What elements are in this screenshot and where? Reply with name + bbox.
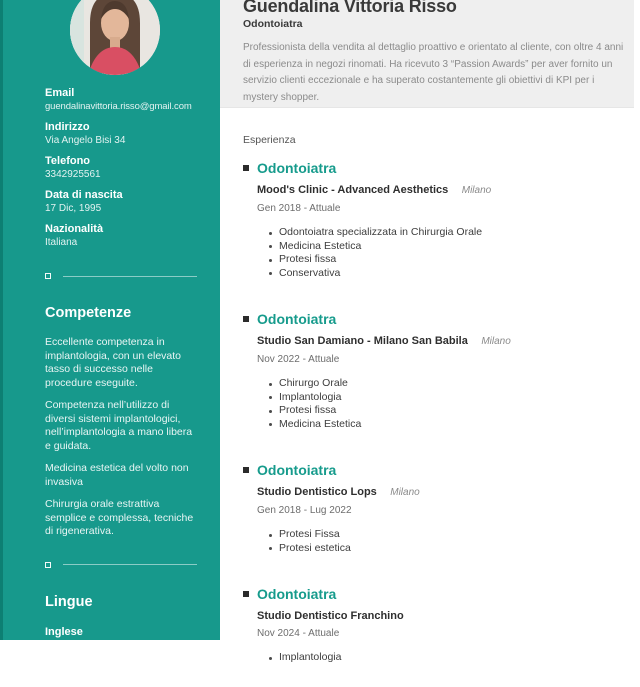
job-period: Gen 2018 - Attuale (257, 203, 341, 214)
job-bullet: Medicina Estetica (269, 240, 620, 254)
job-bullet: Protesi estetica (269, 542, 620, 556)
company-row (257, 608, 620, 623)
contact-value-birthdate: 17 Dic, 1995 (45, 203, 102, 214)
job-entry (243, 461, 620, 555)
job-bullet: Protesi fissa (269, 253, 620, 267)
job-entry (243, 310, 620, 431)
contact-value-email: guendalinavittoria.risso@gmail.com (45, 101, 192, 112)
company-row (257, 333, 620, 349)
company-name: Studio San Damiano - Milano San Babila (257, 335, 468, 347)
skills-paragraphs (45, 336, 197, 539)
job-title-row (243, 159, 620, 177)
contact-item-birthdate (45, 188, 197, 216)
job-bullets (257, 528, 620, 555)
job-bullets (257, 651, 620, 665)
jobs-list (243, 159, 620, 665)
square-marker-icon (45, 562, 51, 568)
job-bullet: Protesi Fissa (269, 528, 620, 542)
square-bullet-icon (243, 467, 249, 473)
contact-item-address (45, 120, 197, 148)
square-bullet-icon (243, 165, 249, 171)
job-bullet: Protesi fissa (269, 404, 620, 418)
contact-value-address: Via Angelo Bisi 34 (45, 135, 126, 146)
job-bullet: Chirurgo Orale (269, 377, 620, 391)
divider-line (63, 564, 197, 565)
company-location: Milano (461, 185, 492, 196)
company-name: Studio Dentistico Lops (257, 486, 377, 498)
job-bullet: Odontoiatra specializzata in Chirurgia Orale (269, 226, 620, 240)
cv-main (220, 0, 640, 663)
avatar-illustration (70, 0, 160, 75)
job-title-row (243, 310, 620, 328)
language-item (45, 625, 197, 653)
job-entry (243, 159, 620, 280)
section-divider (45, 561, 197, 569)
job-period: Gen 2018 - Lug 2022 (257, 505, 352, 516)
contact-item-nationality (45, 222, 197, 250)
skills-section-title: Competenze (45, 305, 132, 321)
job-title-row (243, 585, 620, 603)
profile-photo (70, 0, 160, 75)
job-title-row (243, 461, 620, 479)
contact-label: Nazionalità (45, 223, 104, 235)
job-bullets (257, 226, 620, 280)
language-level: Livello base (45, 670, 101, 683)
experience-section-label: Esperienza (243, 134, 296, 146)
language-item (45, 656, 197, 684)
job-title: Odontoiatra (257, 586, 337, 602)
language-name: Inglese (45, 625, 83, 638)
contact-item-email (45, 86, 197, 114)
languages-list (45, 625, 197, 684)
contact-value-nationality: Italiana (45, 237, 78, 248)
contact-label: Telefono (45, 155, 91, 167)
square-bullet-icon (243, 591, 249, 597)
skill-paragraph: Competenza nell’utilizzo di diversi sistemi implantologici, nell’implantologia a mano libera e guidata. (45, 399, 193, 452)
language-level: Livello intermedio (45, 639, 127, 652)
job-period: Nov 2022 - Attuale (257, 354, 340, 365)
job-title: Odontoiatra (257, 462, 337, 478)
job-bullet: Implantologia (269, 391, 620, 405)
contact-value-phone: 3342925561 (45, 169, 101, 180)
company-location: Milano (481, 336, 511, 347)
profile-summary: Professionista della vendita al dettaglio proattivo e orientato al cliente, con oltre 4 anni di esperienza in negozi rinomati. Ha ricevuto 3 “Passion Awards” per aver fornito un servizio clienti eccezionale e ha superato costantemente gli obiettivi di KPI per i mystery shopper. (243, 42, 624, 103)
person-job-title: Odontoiatra (243, 18, 303, 30)
contact-list (45, 86, 197, 250)
job-title: Odontoiatra (257, 160, 337, 176)
contact-label: Email (45, 87, 75, 99)
company-row (257, 182, 620, 198)
job-period: Nov 2024 - Attuale (257, 628, 340, 639)
job-bullet: Implantologia (269, 651, 620, 665)
person-name: Guendalina Vittoria Risso (243, 0, 457, 16)
company-row (257, 484, 620, 500)
job-bullets (257, 377, 620, 431)
contact-label: Indirizzo (45, 121, 90, 133)
divider-line (63, 276, 197, 277)
contact-label: Data di nascita (45, 189, 123, 201)
cv-header (220, 0, 634, 108)
contact-item-phone (45, 154, 197, 182)
company-name: Studio Dentistico Franchino (257, 610, 404, 622)
languages-section-title: Lingue (45, 593, 93, 610)
job-title: Odontoiatra (257, 311, 337, 327)
experience-section (220, 108, 640, 665)
skill-paragraph: Medicina estetica del volto non invasiva (45, 462, 189, 488)
square-bullet-icon (243, 316, 249, 322)
square-marker-icon (45, 273, 51, 279)
job-entry (243, 585, 620, 665)
job-bullet: Medicina Estetica (269, 418, 620, 432)
language-name: Spagnolo (45, 656, 96, 669)
company-location: Milano (390, 487, 420, 498)
skill-paragraph: Eccellente competenza in implantologia, con un elevato tasso di successo nelle procedure eseguite. (45, 336, 182, 389)
job-bullet: Conservativa (269, 267, 620, 281)
sidebar-edge-strip (0, 0, 3, 640)
skill-paragraph: Chirurgia orale estrattiva semplice e complessa, tecniche di rigenerativa. (45, 498, 194, 537)
section-divider (45, 272, 197, 280)
cv-sidebar (0, 0, 220, 683)
company-name: Mood's Clinic - Advanced Aesthetics (257, 184, 449, 196)
